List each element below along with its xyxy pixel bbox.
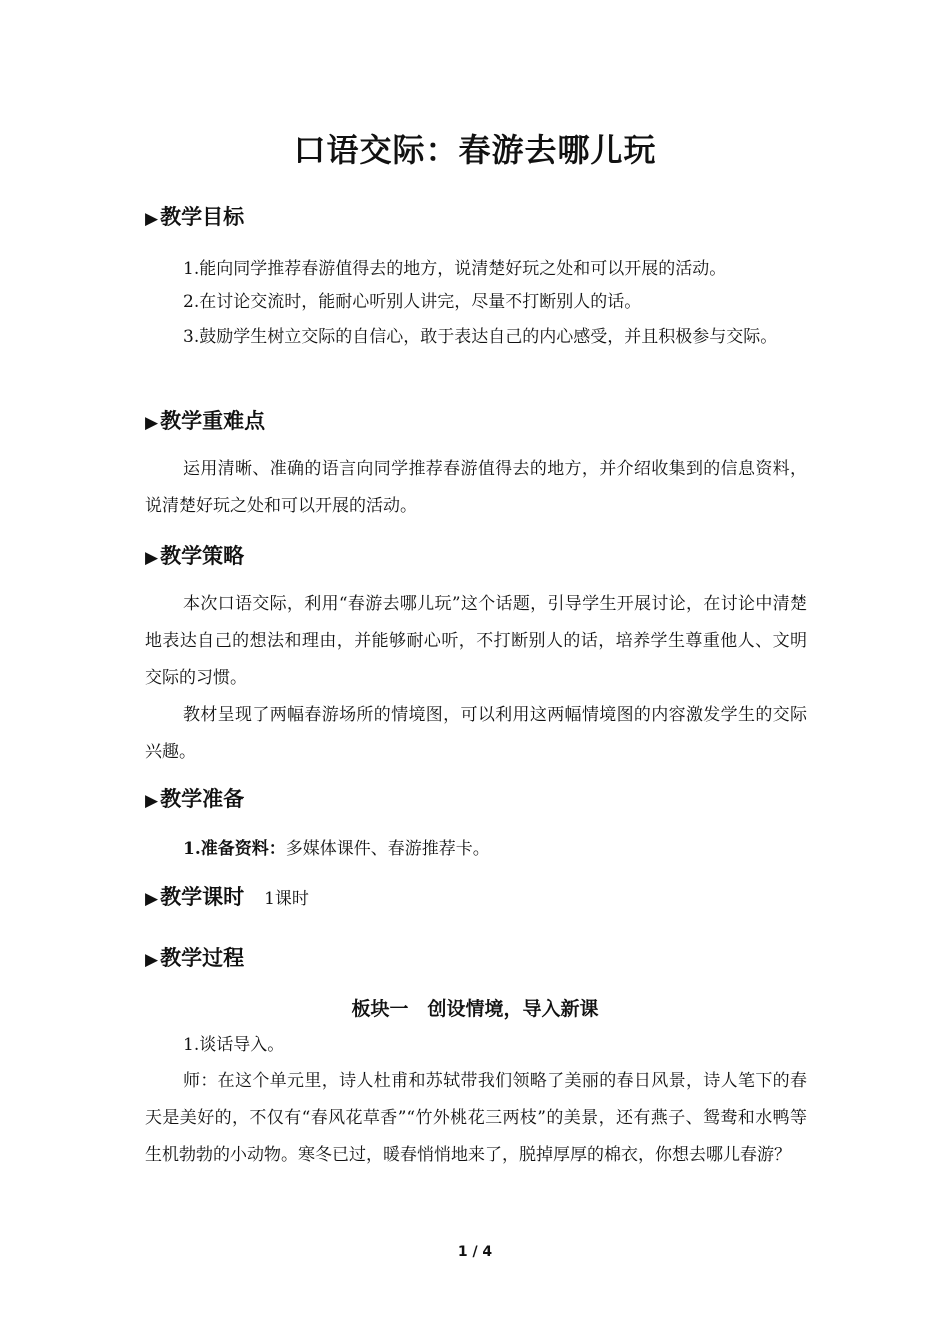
section-heading-strategy: [145, 541, 244, 573]
section-heading-process: [145, 943, 244, 975]
section-heading-goals: [145, 202, 244, 234]
key-points-paragraph: 运用清晰、准确的语言向同学推荐春游值得去的地方，并介绍收集到的信息资料，说清楚好玩之处和可以开展的活动。: [145, 459, 807, 516]
strategy-paragraph-2: 教材呈现了两幅春游场所的情境图，可以利用这两幅情境图的内容激发学生的交际兴趣。: [145, 705, 807, 762]
heading-text: 教学准备: [160, 787, 245, 811]
section-heading-key-points: [145, 406, 265, 438]
preparation-label: 1.准备资料：: [183, 839, 286, 859]
heading-text: 教学课时: [160, 885, 245, 909]
triangle-marker-icon: ▶: [145, 889, 159, 909]
hours-value: 1课时: [264, 889, 309, 909]
goal-item-1: 1.能向同学推荐春游值得去的地方，说清楚好玩之处和可以开展的活动。: [183, 259, 727, 279]
heading-text: 教学策略: [160, 544, 245, 568]
heading-text: 教学目标: [160, 205, 245, 229]
page-number: 1 / 4: [457, 1244, 493, 1260]
section-heading-hours: [145, 882, 309, 914]
block-title: 板块一 创设情境，导入新课: [351, 998, 599, 1020]
triangle-marker-icon: ▶: [145, 548, 159, 568]
triangle-marker-icon: ▶: [145, 209, 159, 229]
triangle-marker-icon: ▶: [145, 413, 159, 433]
goal-item-3: 3.鼓励学生树立交际的自信心，敢于表达自己的内心感受，并且积极参与交际。: [183, 327, 778, 347]
heading-text: 教学过程: [160, 946, 245, 970]
heading-text: 教学重难点: [160, 409, 266, 433]
section-heading-preparation: [145, 784, 244, 816]
goal-item-2: 2.在讨论交流时，能耐心听别人讲完，尽量不打断别人的话。: [183, 292, 642, 312]
preparation-text: 多媒体课件、春游推荐卡。: [285, 839, 490, 859]
page-title: 口语交际：春游去哪儿玩: [293, 131, 657, 169]
strategy-paragraph-1: 本次口语交际，利用“春游去哪儿玩”这个话题，引导学生开展讨论，在讨论中清楚地表达自己的想法和理由，并能够耐心听，不打断别人的话，培养学生尊重他人、文明交际的习惯。: [145, 594, 807, 688]
triangle-marker-icon: ▶: [145, 950, 159, 970]
triangle-marker-icon: ▶: [145, 791, 159, 811]
process-step: 1.谈话导入。: [183, 1035, 285, 1055]
process-paragraph: 师：在这个单元里，诗人杜甫和苏轼带我们领略了美丽的春日风景，诗人笔下的春天是美好的，不仅有“春风花草香”“竹外桃花三两枝”的美景，还有燕子、鸳鸯和水鸭等生机勃勃的小动物。寒冬已过，暖春悄悄地来了，脱掉厚厚的棉衣，你想去哪儿春游？: [145, 1071, 807, 1165]
preparation-item: [145, 831, 807, 868]
